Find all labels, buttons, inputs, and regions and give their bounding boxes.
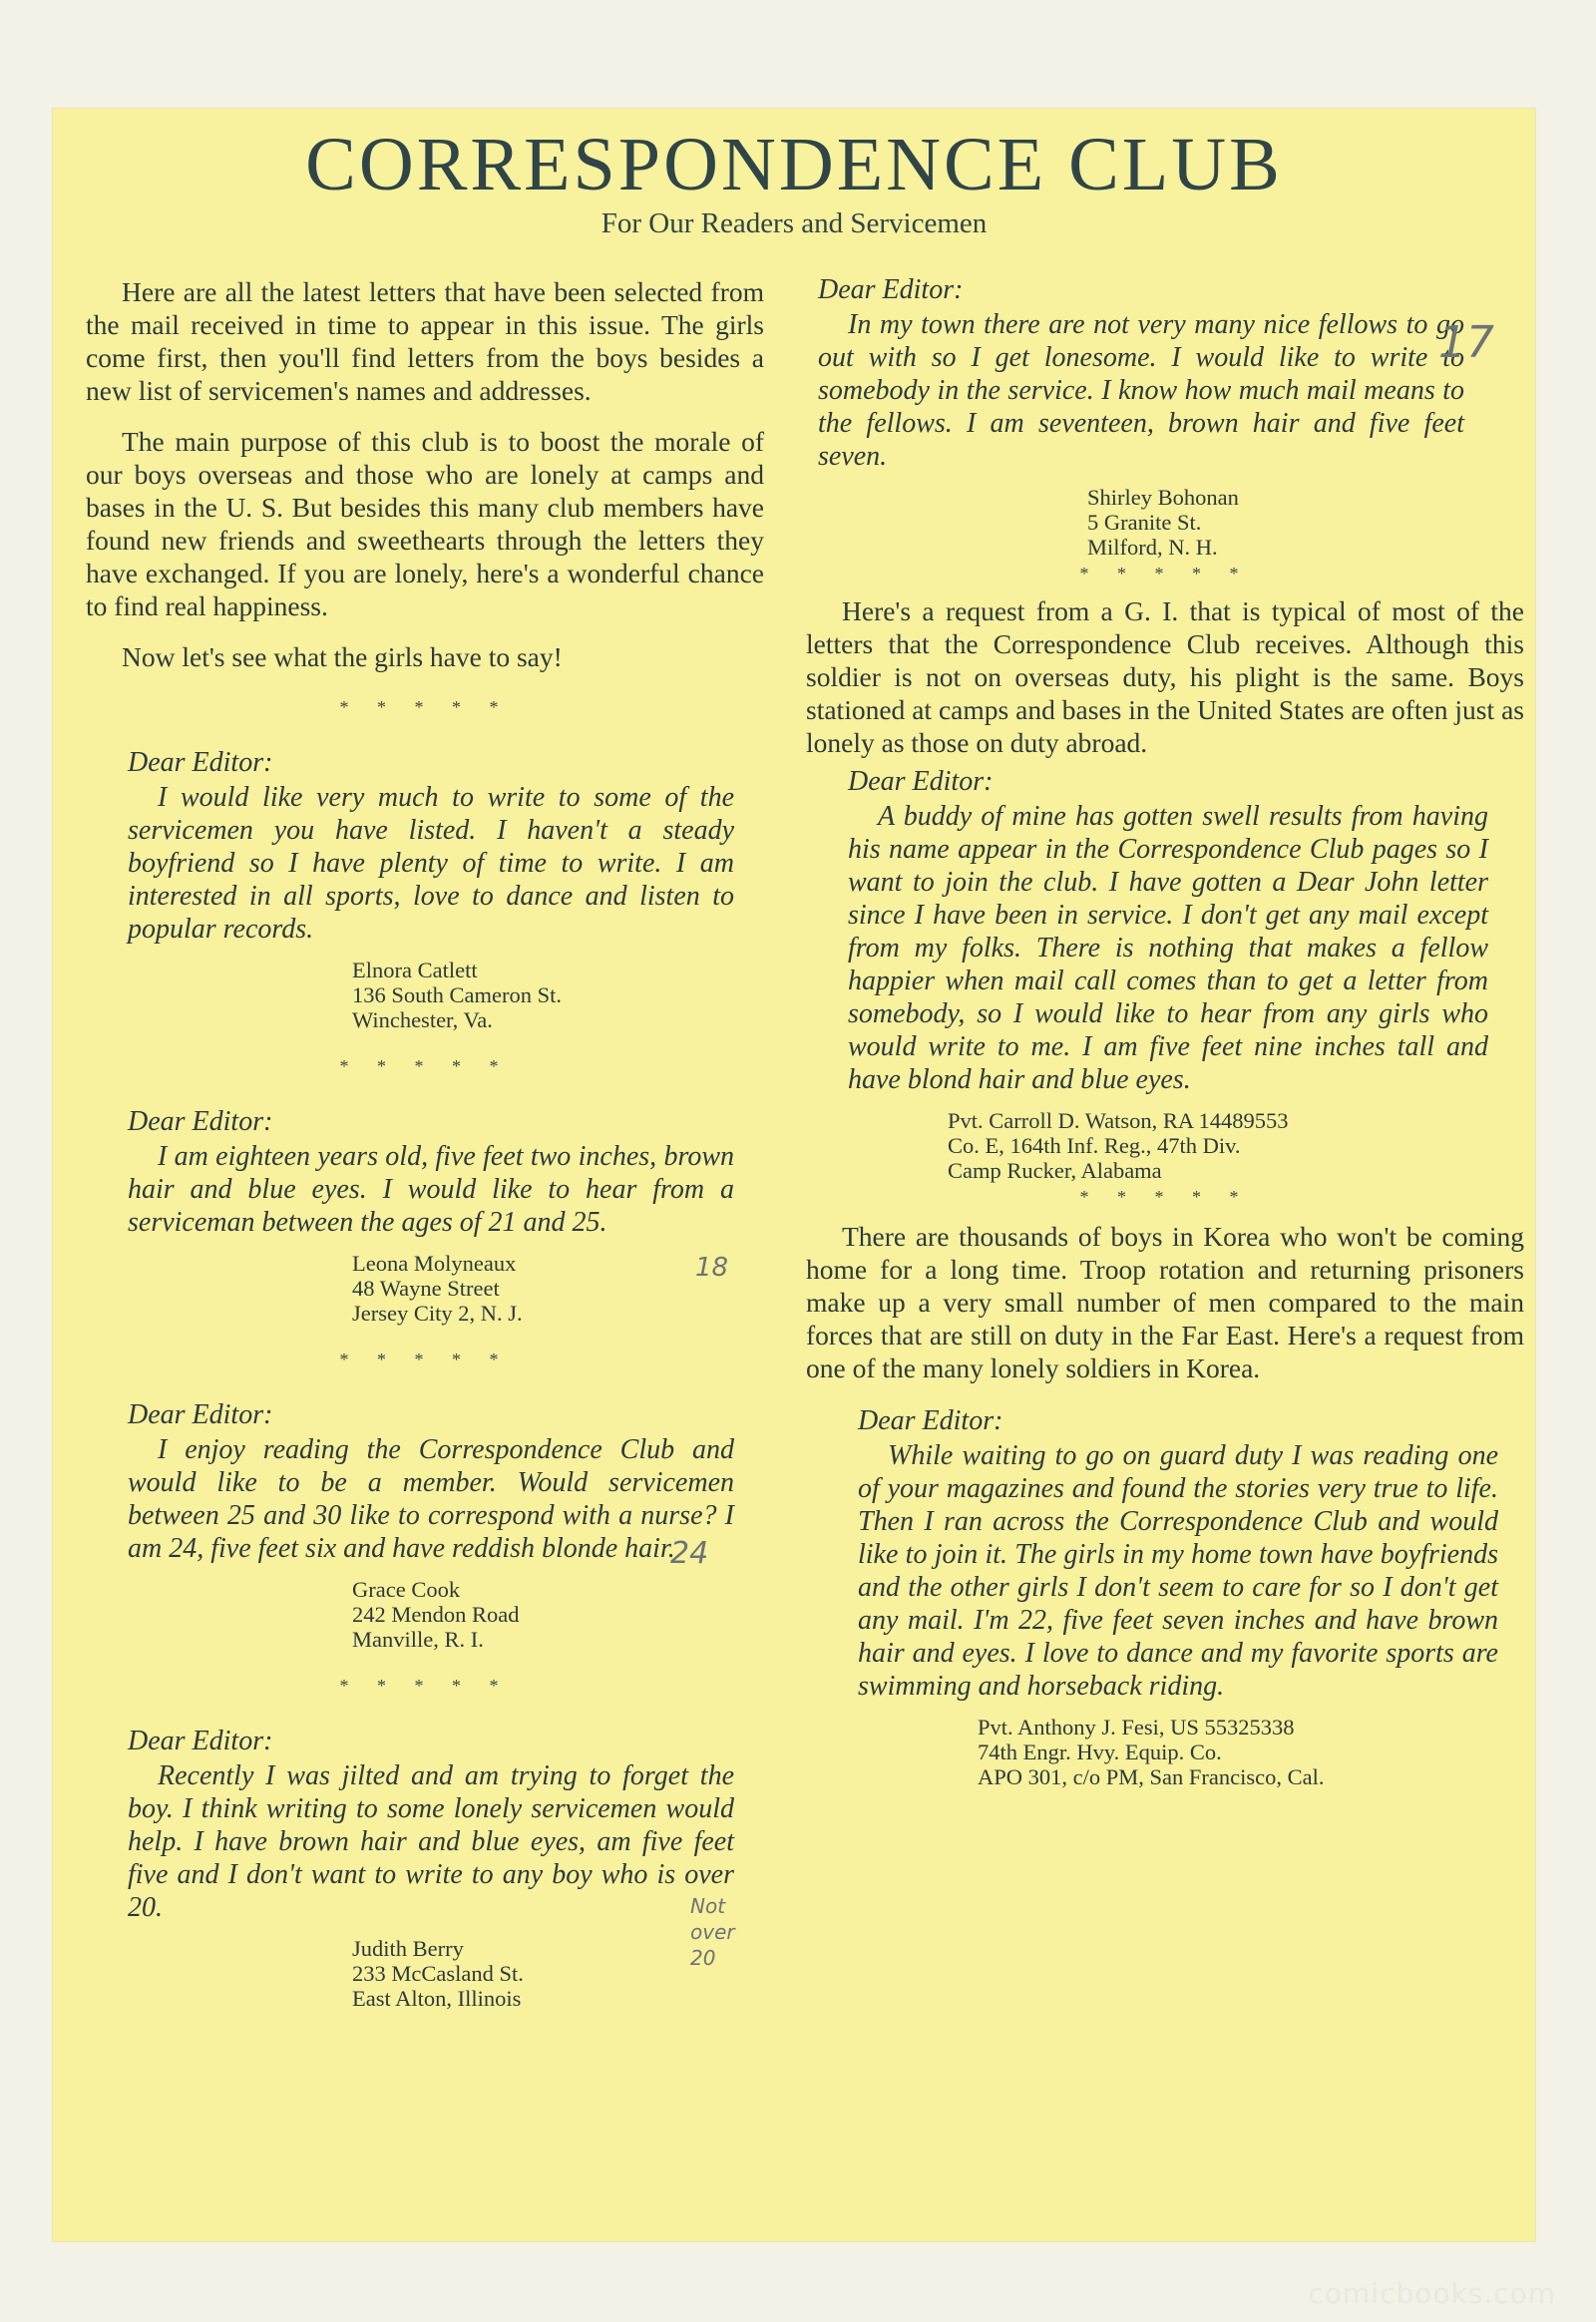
letter-greeting: Dear Editor: [128, 1726, 273, 1756]
separator: * * * * * [339, 1350, 511, 1369]
letter-signature [352, 1251, 734, 1326]
separator: * * * * * [339, 697, 511, 717]
letter-greeting: Dear Editor: [128, 747, 273, 778]
page-panel [52, 108, 1536, 2242]
separator: * * * * * [1079, 564, 1251, 583]
signature-line: 242 Mendon Road [352, 1602, 520, 1627]
signature-line: 136 South Cameron St. [352, 982, 563, 1007]
margin-note: 18 [695, 1253, 729, 1283]
intro-paragraph: The main purpose of this club is to boost the morale of our boys overseas and those who are lonely at camps and bases in the U. S. But besides this many club members have found new friends and sweethearts through the letters they have exchanged. If you are lonely, here's a wonderful chance to find real happiness. [86, 426, 764, 621]
signature-line: Judith Berry [352, 1936, 464, 1961]
page-subtitle: For Our Readers and Servicemen [600, 207, 988, 239]
editor-note: Here's a request from a G. I. that is typical of most of the letters that the Correspondence Club receives. Although this soldier is not on overseas duty, his plight is the same. Boys stationed at camps and bases in the United States are often just as lonely as those on duty abroad. [806, 595, 1524, 758]
watermark: comicbooks.com [1308, 2277, 1556, 2310]
right-column [806, 273, 1524, 1789]
intro-paragraph: Here are all the latest letters that have been selected from the mail received in time to appear in this issue. The girls come first, then you'll find letters from the boys besides a new list of servicemen's names and addresses. [86, 276, 764, 406]
letter-signature [352, 1577, 734, 1652]
signature-line: Manville, R. I. [352, 1627, 484, 1652]
letter [848, 765, 1488, 1183]
letter [128, 1398, 734, 1652]
letter-signature [352, 958, 734, 1032]
separator: * * * * * [339, 1676, 511, 1696]
letter [128, 1105, 734, 1326]
letter-signature [978, 1715, 1498, 1789]
signature-line: 74th Engr. Hvy. Equip. Co. [978, 1740, 1222, 1764]
letter [128, 746, 734, 1032]
editor-note: There are thousands of boys in Korea who won't be coming home for a long time. Troop rotation and returning prisoners make up a very small number of men compared to the main forces that are still on duty in the Far East. Here's a request from one of the many lonely soldiers in Korea. [806, 1221, 1524, 1383]
letter [128, 1725, 734, 2011]
left-column [86, 275, 764, 2011]
letter-signature [1087, 485, 1464, 560]
letter-greeting: Dear Editor: [128, 1106, 273, 1137]
page-title: CORRESPONDENCE CLUB [305, 123, 1283, 206]
signature-line: APO 301, c/o PM, San Francisco, Cal. [978, 1764, 1325, 1789]
margin-note: 17 [1438, 317, 1494, 368]
signature-line: Milford, N. H. [1087, 535, 1218, 560]
signature-line: Winchester, Va. [352, 1007, 493, 1032]
signature-line: Jersey City 2, N. J. [352, 1301, 523, 1326]
signature-line: 233 McCasland St. [352, 1961, 524, 1986]
letter-body: A buddy of mine has gotten swell results from having his name appear in the Correspondence Club pages so I want to join the club. I have gotten a Dear John letter since I have been in service. I don't get any mail except from my folks. There is nothing that makes a fellow happier when mail call comes than to get a letter from somebody, so I would like to hear from any girls who would write to me. I am five feet nine inches tall and have blond hair and blue eyes. [848, 801, 1488, 1095]
letter-body: While waiting to go on guard duty I was reading one of your magazines and found the stories very true to life. Then I ran across the Correspondence Club and would like to join it. The girls in my home town have boyfriends and the other girls I don't seem to care for so I don't get any mail. I'm 22, five feet seven inches and have brown hair and eyes. I love to dance and my favorite sports are swimming and horseback riding. [858, 1440, 1498, 1702]
letter-body: I enjoy reading the Correspondence Club and would like to be a member. Would servicemen between 25 and 30 like to correspond with a nurse? I am 24, five feet six and have reddish blonde hair. [128, 1434, 734, 1564]
letter-greeting: Dear Editor: [818, 274, 964, 305]
signature-line: Elnora Catlett [352, 958, 478, 982]
letter-body: In my town there are not very many nice fellows to go out with so I get lonesome. I would like to write to somebody in the service. I know how much mail means to the fellows. I am seventeen, brown hair and five feet seven. [818, 309, 1464, 472]
signature-line: Shirley Bohonan [1087, 485, 1239, 510]
signature-line: Camp Rucker, Alabama [948, 1158, 1162, 1183]
margin-note: Not over 20 [690, 1894, 735, 1970]
letter-signature [948, 1108, 1488, 1183]
signature-line: Leona Molyneaux [352, 1251, 517, 1276]
signature-line: East Alton, Illinois [352, 1986, 522, 2011]
separator: * * * * * [339, 1056, 511, 1076]
signature-line: 5 Granite St. [1087, 510, 1202, 535]
letter [818, 273, 1464, 560]
signature-line: Pvt. Anthony J. Fesi, US 55325338 [978, 1715, 1295, 1740]
letter-greeting: Dear Editor: [848, 766, 994, 797]
letter-body: I am eighteen years old, five feet two inches, brown hair and blue eyes. I would like to hear from a serviceman between the ages of 21 and 25. [128, 1141, 734, 1238]
letter-body: Recently I was jilted and am trying to forget the boy. I think writing to some lonely servicemen would help. I have brown hair and blue eyes, am five feet five and I don't want to write to any boy who is over 20. [128, 1760, 734, 1923]
letter-signature [352, 1936, 734, 2011]
letter [858, 1404, 1498, 1789]
letter-greeting: Dear Editor: [128, 1399, 273, 1430]
separator: * * * * * [1079, 1187, 1251, 1207]
margin-note: 24 [670, 1536, 709, 1571]
intro-paragraph: Now let's see what the girls have to say! [122, 641, 563, 672]
letter-body: I would like very much to write to some of the servicemen you have listed. I haven't a steady boyfriend so I have plenty of time to write. I am interested in all sports, love to dance and listen to popular records. [128, 782, 734, 945]
letter-greeting: Dear Editor: [858, 1405, 1003, 1436]
signature-line: Pvt. Carroll D. Watson, RA 14489553 [948, 1108, 1289, 1133]
signature-line: 48 Wayne Street [352, 1276, 500, 1301]
signature-line: Co. E, 164th Inf. Reg., 47th Div. [948, 1133, 1241, 1158]
signature-line: Grace Cook [352, 1577, 461, 1602]
